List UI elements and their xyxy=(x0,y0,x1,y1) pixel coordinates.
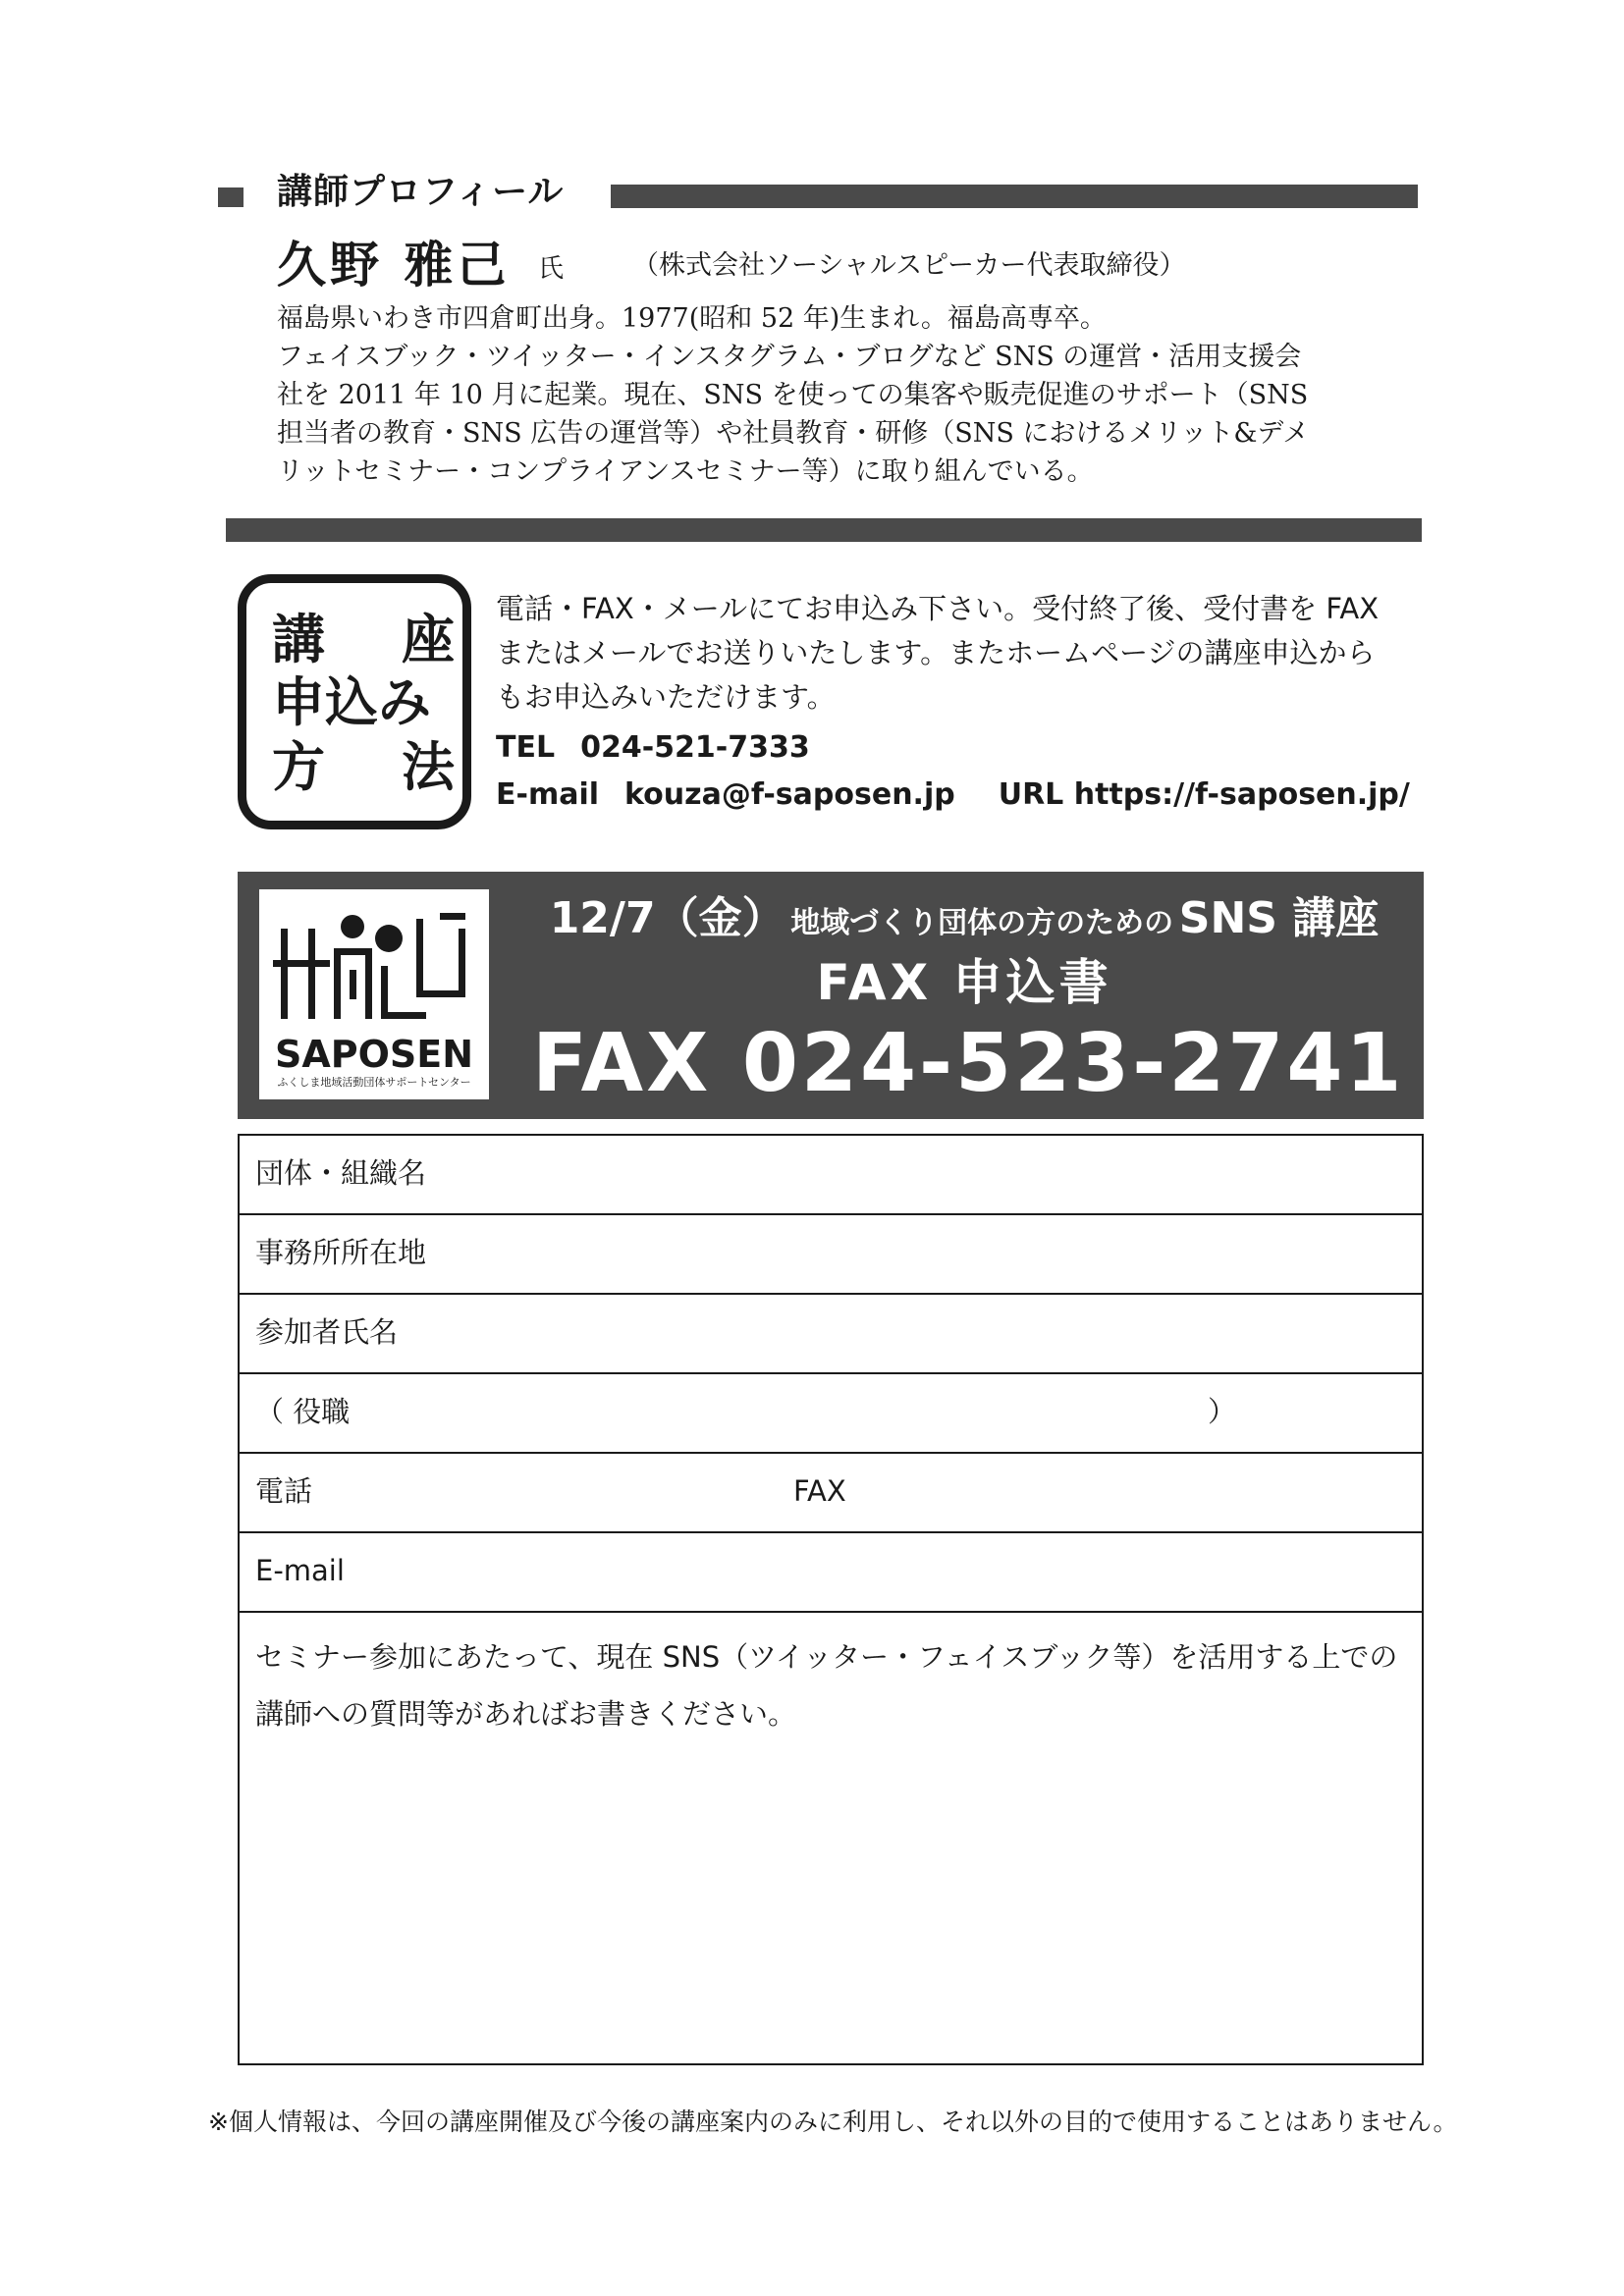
bio-line: フェイスブック・ツイッター・インスタグラム・ブログなど SNS の運営・活用支援会 xyxy=(277,342,1302,372)
tel-label: TEL xyxy=(496,730,556,765)
address-label: 事務所所在地 xyxy=(255,1236,427,1269)
event-name: SNS 講座 xyxy=(1178,893,1380,943)
form-title: FAX 申込書 xyxy=(816,954,1112,1011)
apply-instructions xyxy=(496,587,1419,720)
tel-number[interactable]: 024-521-7333 xyxy=(580,730,810,765)
question-line: セミナー参加にあたって、現在 SNS（ツイッター・フェイスブック等）を活用する上での xyxy=(255,1640,1398,1674)
participant-label: 参加者氏名 xyxy=(255,1315,399,1349)
section-title-bar xyxy=(611,185,1418,208)
bio-line: 社を 2011 年 10 月に起業。現在、SNS を使っての集客や販売促進のサポート（SNS xyxy=(277,380,1309,410)
profile-section-title: 講師プロフィール xyxy=(277,172,565,212)
email-link[interactable]: kouza@f-saposen.jp xyxy=(624,777,955,812)
apply-box-line: 講 座 xyxy=(272,609,455,670)
bio-line: 担当者の教育・SNS 広告の運営等）や社員教育・研修（SNS におけるメリット&デメ xyxy=(277,418,1310,449)
event-description: 地域づくり団体の方のための xyxy=(790,906,1174,940)
position-label: （ 役職 xyxy=(255,1395,351,1428)
url-label: URL xyxy=(998,777,1064,812)
form-row-address[interactable] xyxy=(240,1215,1422,1295)
application-form xyxy=(238,1134,1424,2065)
phone-label: 電話 xyxy=(255,1474,313,1508)
lecturer-bio xyxy=(277,299,1396,491)
logo-wordmark: SAPOSEN xyxy=(274,1033,474,1076)
apply-method-box xyxy=(238,574,471,829)
privacy-footnote: ※個人情報は、今回の講座開催及び今後の講座案内のみに利用し、それ以外の目的で使用することはありません。 xyxy=(208,2108,1458,2136)
question-prompt xyxy=(255,1629,1397,1742)
form-row-phone-fax[interactable] xyxy=(240,1454,1422,1533)
email-field-label: E-mail xyxy=(255,1554,345,1587)
apply-box-line: 申込み xyxy=(272,671,431,733)
organization-label: 団体・組織名 xyxy=(255,1156,427,1190)
bio-line: 福島県いわき市四倉町出身。1977(昭和 52 年)生まれ。福島高専卒。 xyxy=(277,303,1107,334)
form-row-participant[interactable] xyxy=(240,1295,1422,1374)
section-marker xyxy=(218,187,244,207)
lecturer-affiliation: （株式会社ソーシャルスピーカー代表取締役） xyxy=(632,250,1186,281)
question-line: 講師への質問等があればお書きください。 xyxy=(255,1697,797,1731)
url-link[interactable]: https://f-saposen.jp/ xyxy=(1073,777,1410,812)
instruction-line: もお申込みいただけます。 xyxy=(496,680,836,714)
honorific-suffix: 氏 xyxy=(538,254,565,284)
instruction-line: 電話・FAX・メールにてお申込み下さい。受付終了後、受付書を FAX xyxy=(496,592,1380,625)
fax-form-header xyxy=(238,872,1424,1119)
form-row-position[interactable] xyxy=(240,1374,1422,1454)
form-row-questions[interactable] xyxy=(240,1613,1422,2063)
position-close-paren: ） xyxy=(1208,1395,1237,1428)
contact-phone xyxy=(496,726,810,770)
event-title xyxy=(532,891,1396,955)
section-divider xyxy=(226,518,1422,542)
lecturer-name: 久野 雅己 xyxy=(277,237,511,294)
saposen-logo-mark-icon xyxy=(273,899,475,1037)
logo-subtitle: ふくしま地域活動団体サポートセンター xyxy=(277,1076,471,1089)
form-row-email[interactable] xyxy=(240,1533,1422,1613)
fax-label: FAX xyxy=(793,1474,846,1508)
contact-email-url xyxy=(496,774,1410,817)
form-row-organization[interactable] xyxy=(240,1136,1422,1215)
fax-number: FAX 024-523-2741 xyxy=(532,1017,1405,1110)
email-label: E-mail xyxy=(496,777,600,812)
instruction-line: またはメールでお送りいたします。またホームページの講座申込から xyxy=(496,636,1376,669)
bio-line: リットセミナー・コンプライアンスセミナー等）に取り組んでいる。 xyxy=(277,456,1094,487)
saposen-logo xyxy=(259,889,489,1099)
event-date: 12/7（金） xyxy=(549,893,785,943)
apply-box-line: 方 法 xyxy=(272,736,455,798)
